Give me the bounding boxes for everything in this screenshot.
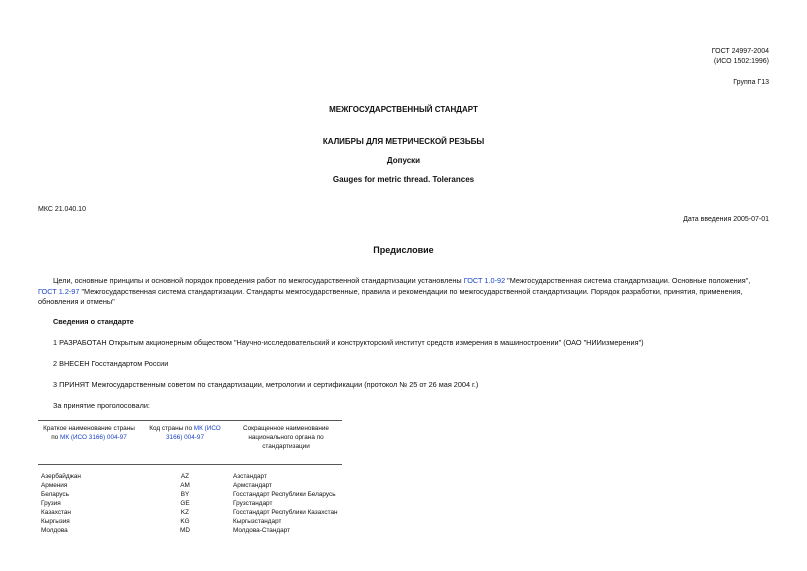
table-row xyxy=(38,490,342,499)
standards-body: Молдова-Стандарт xyxy=(233,527,291,534)
foreword-text-1: Цели, основные принципы и основной порядок проведения работ по межгосударственной стандартизации установлены xyxy=(53,276,464,285)
standards-body: Азстандарт xyxy=(233,473,267,480)
introduction-date: Дата введения 2005-07-01 xyxy=(683,216,769,223)
standards-body: Госстандарт Республики Казахстан xyxy=(233,509,338,516)
standards-body: Армстандарт xyxy=(233,482,272,489)
country-name: Казахстан xyxy=(41,509,71,516)
column-header-country: Краткое наименование страны по МК (ИСО 3166) 004-97 xyxy=(38,421,140,465)
foreword-paragraph xyxy=(38,276,769,308)
foreword-heading: Предисловие xyxy=(373,245,434,255)
mk-iso-3166-link[interactable]: МК (ИСО 3166) 004-97 xyxy=(60,434,127,441)
interstate-standard-heading: МЕЖГОСУДАРСТВЕННЫЙ СТАНДАРТ xyxy=(329,105,478,114)
gost-1-2-97-link[interactable]: ГОСТ 1.2-97 xyxy=(38,286,80,296)
country-name: Грузия xyxy=(41,500,61,507)
country-code: AM xyxy=(180,482,190,489)
country-name: Армения xyxy=(41,482,68,489)
country-name: Азербайджан xyxy=(41,473,81,480)
table-row xyxy=(38,517,342,526)
table-row xyxy=(38,508,342,517)
table-row xyxy=(38,526,342,535)
group-label: Группа Г13 xyxy=(733,79,769,86)
foreword-text-2: "Межгосударственная система стандартизации. Основные положения", xyxy=(505,276,751,285)
column-header-body: Сокращенное наименование национального органа по стандартизации xyxy=(230,421,342,465)
english-title: Gauges for metric thread. Tolerances xyxy=(332,175,475,184)
country-code: BY xyxy=(180,491,190,498)
mks-code: МКС 21.040.10 xyxy=(38,206,86,213)
table-row xyxy=(38,499,342,508)
standards-body: Грузстандарт xyxy=(233,500,273,507)
voted-label: За принятие проголосовали: xyxy=(53,401,150,410)
column-header-code: Код страны по МК (ИСО 3166) 004-97 xyxy=(140,421,230,465)
item-submitted: 2 ВНЕСЕН Госстандартом России xyxy=(53,359,169,368)
standards-body: Кыргызстандарт xyxy=(233,518,282,525)
standards-body: Госстандарт Республики Беларусь xyxy=(233,491,336,498)
country-code: KG xyxy=(180,518,190,525)
country-name: Кыргызия xyxy=(41,518,70,525)
country-code: AZ xyxy=(180,473,190,480)
table-row xyxy=(38,472,342,481)
document-subtitle: Допуски xyxy=(386,156,421,165)
country-code: GE xyxy=(180,500,190,507)
item-adopted: 3 ПРИНЯТ Межгосударственным советом по стандартизации, метрологии и сертификации (протокол № 25 от 26 мая 2004 г.) xyxy=(53,380,479,389)
foreword-text-3: "Межгосударственная система стандартизации. Стандарты межгосударственные, правила и рекомендации по межгосударственной стандартизации. Порядок разработки, принятия, применения, обновления и отмены" xyxy=(38,286,743,306)
country-name: Беларусь xyxy=(41,491,69,498)
country-code: KZ xyxy=(180,509,190,516)
table-row xyxy=(38,481,342,490)
gost-1-0-92-link[interactable]: ГОСТ 1.0-92 xyxy=(463,276,506,285)
country-name: Молдова xyxy=(41,527,68,534)
table-header-row xyxy=(38,421,342,465)
item-developed: 1 РАЗРАБОТАН Открытым акционерным обществом "Научно-исследовательский и конструкторский институт средств измерения в машиностроении" (ОАО "НИИизмерения") xyxy=(53,338,644,347)
document-title: КАЛИБРЫ ДЛЯ МЕТРИЧЕСКОЙ РЕЗЬБЫ xyxy=(322,137,485,146)
iso-reference: (ИСО 1502:1996) xyxy=(713,58,769,65)
country-code: MD xyxy=(180,527,190,534)
document-number: ГОСТ 24997-2004 xyxy=(711,48,769,55)
about-standard-heading: Сведения о стандарте xyxy=(53,317,134,326)
mk-iso-3166-link[interactable]: МК (ИСО 3166) 004-97 xyxy=(165,425,221,441)
voting-countries-table xyxy=(38,420,342,535)
